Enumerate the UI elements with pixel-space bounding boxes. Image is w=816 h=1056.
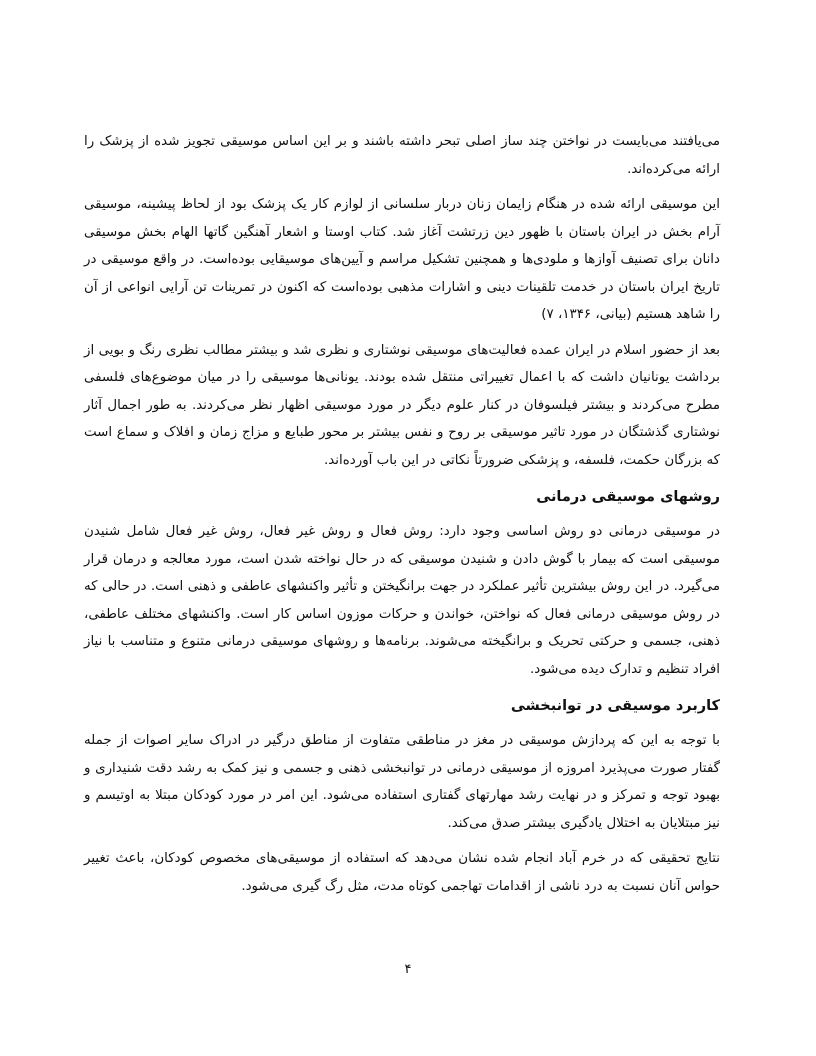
page-number: ۴ (404, 962, 412, 977)
paragraph: این موسیقی ارائه شده در هنگام زایمان زنان دربار سلسانی از لوازم کار یک پزشک بود از لحاظ پیشینه، موسیقی آرام بخش در ایران باستان با ظهور دین زرتشت آغاز شد. کتاب اوستا و اشعار آهنگین گاتها الهام بخش موسیقی دانان برای تصنیف آوازها و ملودی‌ها و همچنین تشکیل مراسم و آیین‌های موسیقایی بوده‌است. در واقع موسیقی در تاریخ ایران باستان در خدمت تلقینات دینی و اشارات مذهبی بوده‌است که اکنون در تمرینات تن آرایی انواعی از آن را شاهد هستیم (بیانی، ۱۳۴۶، ۷) (84, 197, 720, 322)
paragraph: در موسیقی درمانی دو روش اساسی وجود دارد: روش فعال و روش غیر فعال، روش غیر فعال شامل شنیدن موسیقی است که بیمار با گوش دادن و شنیدن موسیقی که در حال نواخته شدن است، مورد معالجه و درمان قرار می‌گیرد. در این روش بیشترین تأثیر عملکرد در جهت برانگیختن و تأثیر واکنشهای عاطفی و ذهنی است. در حالی که در روش موسیقی درمانی فعال که نواختن، خواندن و حرکات موزون اساس کار است. واکنشهای مختلف عاطفی، ذهنی، جسمی و حرکتی تحریک و برانگیخته می‌شوند. برنامه‌ها و روشهای موسیقی درمانی متنوع و متناسب با نیاز افراد تنظیم و تدارک دیده می‌شود. (84, 524, 720, 677)
paragraph: نتایج تحقیقی که در خرم آباد انجام شده نشان می‌دهد که استفاده از موسیقی‌های مخصوص کودکان، باعث تغییر حواس آنان نسبت به درد ناشی از اقدامات تهاجمی کوتاه مدت، مثل رگ گیری می‌شود. (84, 851, 720, 894)
paragraph: می‌یافتند می‌بایست در نواختن چند ساز اصلی تبحر داشته باشند و بر این اساس موسیقی تجویز شده از پزشک را ارائه می‌کرده‌اند. (84, 134, 720, 177)
body-text (84, 128, 720, 908)
paragraph: با توجه به این که پردازش موسیقی در مغز در مناطقی متفاوت از مناطق درگیر در ادراک سایر اصوات از جمله گفتار صورت می‌پذیرد امروزه از موسیقی درمانی در توانبخشی ذهنی و جسمی و نیز کمک به رشد دقت شنیداری و بهبود توجه و تمرکز و در نهایت رشد مهارتهای گفتاری استفاده می‌شود. این امر در مورد کودکان مبتلا به اوتیسم و نیز مبتلایان به اختلال یادگیری بیشتر صدق می‌کند. (84, 733, 720, 831)
section-heading: کاربرد موسیقی در توانبخشی (510, 698, 720, 714)
section-heading: روشهای موسیقی درمانی (536, 489, 720, 505)
paragraph: بعد از حضور اسلام در ایران عمده فعالیت‌های موسیقی نوشتاری و نظری شد و بیشتر مطالب نظری رنگ و بویی از برداشت یونانیان داشت که با اعمال تغییراتی منتقل شده بودند. یونانی‌ها موسیقی را در میان موضوع‌های فلسفی مطرح می‌کردند و بیشتر فیلسوفان در کنار علوم دیگر در مورد موسیقی اظهار نظر می‌کردند. به طور اجمال آثار نوشتاری گذشتگان در مورد تاثیر موسیقی بر روح و نفس بیشتر بر محور طبایع و مزاج زمان و افلاک و سماع است که بزرگان حکمت، فلسفه، و پزشکی ضرورتاً نکاتی در این باب آورده‌اند. (84, 342, 720, 468)
